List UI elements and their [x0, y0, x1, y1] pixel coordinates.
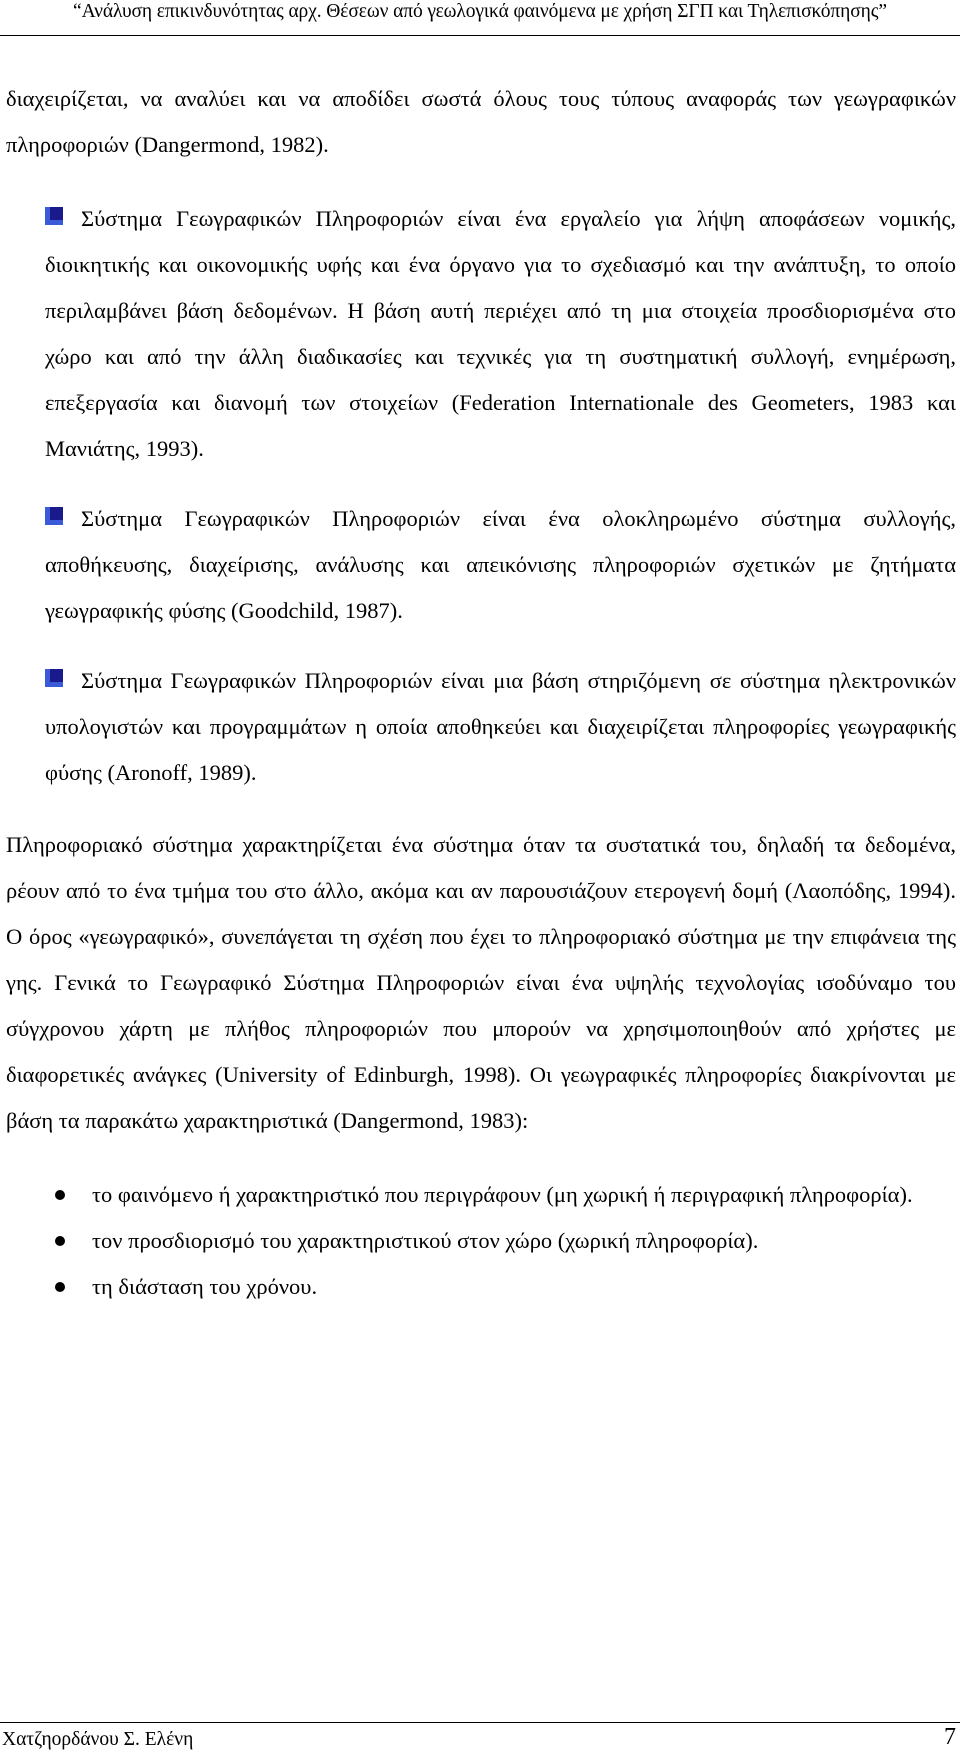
square-bullet-icon — [45, 669, 63, 687]
definition-3-text: Σύστημα Γεωγραφικών Πληροφοριών είναι μια βάση στηριζόμενη σε σύστημα ηλεκτρονικών υπολογιστών και προγραμμάτων η οποία αποθηκεύει και διαχειρίζεται πληροφορίες γεωγραφικής φύσης (Aronoff, 1989). — [45, 668, 956, 785]
footer-divider — [0, 1722, 960, 1723]
definition-paragraph-3 — [0, 658, 960, 796]
page-number: 7 — [944, 1724, 956, 1750]
list-item — [0, 1264, 960, 1310]
page-body — [0, 76, 960, 1310]
list-item-text: τη διάσταση του χρόνου. — [92, 1274, 318, 1299]
list-item — [0, 1172, 960, 1218]
bullet-dot-icon — [55, 1282, 65, 1292]
paragraph-continuation: διαχειρίζεται, να αναλύει και να αποδίδει σωστά όλους τους τύπους αναφοράς των γεωγραφικών πληροφοριών (Dangermond, 1982). — [6, 86, 956, 157]
bullet-dot-icon — [55, 1190, 65, 1200]
footer-author: Χατζηορδάνου Σ. Ελένη — [2, 1729, 194, 1750]
list-item-text: τον προσδιορισμό του χαρακτηριστικού στον χώρο (χωρική πληροφορία). — [92, 1228, 759, 1253]
definition-1-text: Σύστημα Γεωγραφικών Πληροφοριών είναι ένα εργαλείο για λήψη αποφάσεων νομικής, διοικητικής και οικονομικής υφής και ένα όργανο για το σχεδιασμό και την ανάπτυξη, το οποίο περιλαμβάνει βάση δεδομένων. Η βάση αυτή περιέχει από τη μια στοιχεία προσδιορισμένα στο χώρο και από την άλλη διαδικασίες και τεχνικές για τη συστηματική συλλογή, ενημέρωση, επεξεργασία και διανομή των στοιχείων (Federation Internationale des Geometers, 1983 και Μανιάτης, 1993). — [45, 206, 956, 461]
square-bullet-icon — [45, 507, 63, 525]
list-item — [0, 1218, 960, 1264]
page-header — [0, 0, 960, 36]
bullet-dot-icon — [55, 1236, 65, 1246]
characteristics-list — [0, 1172, 960, 1310]
definition-paragraph-1 — [0, 196, 960, 472]
definition-paragraph-2 — [0, 496, 960, 634]
square-bullet-icon — [45, 207, 63, 225]
header-title: “Ανάλυση επικινδυνότητας αρχ. Θέσεων από γεωλογικά φαινόμενα με χρήση ΣΓΠ και Τηλεπισκόπησης” — [73, 1, 887, 22]
definition-2-text: Σύστημα Γεωγραφικών Πληροφοριών είναι ένα ολοκληρωμένο σύστημα συλλογής, αποθήκευσης, διαχείρισης, ανάλυσης και απεικόνισης πληροφοριών σχετικών με ζητήματα γεωγραφικής φύσης (Goodchild, 1987). — [45, 506, 956, 623]
list-item-text: το φαινόμενο ή χαρακτηριστικό που περιγράφουν (μη χωρική ή περιγραφική πληροφορία). — [92, 1182, 913, 1207]
main-paragraph: Πληροφοριακό σύστημα χαρακτηρίζεται ένα σύστημα όταν τα συστατικά του, δηλαδή τα δεδομένα, ρέουν από το ένα τμήμα του στο άλλο, ακόμα και αν παρουσιάζουν ετερογενή δομή (Λαοπόδης, 1994). Ο όρος «γεωγραφικό», συνεπάγεται τη σχέση που έχει το πληροφοριακό σύστημα με την επιφάνεια της γης. Γενικά το Γεωγραφικό Σύστημα Πληροφοριών είναι ένα υψηλής τεχνολογίας ισοδύναμο του σύγχρονου χάρτη με πλήθος πληροφοριών που μπορούν να χρησιμοποιηθούν από χρήστες με διαφορετικές ανάγκες (University of Edinburgh, 1998). Οι γεωγραφικές πληροφορίες διακρίνονται με βάση τα παρακάτω χαρακτηριστικά (Dangermond, 1983): — [6, 832, 956, 1133]
